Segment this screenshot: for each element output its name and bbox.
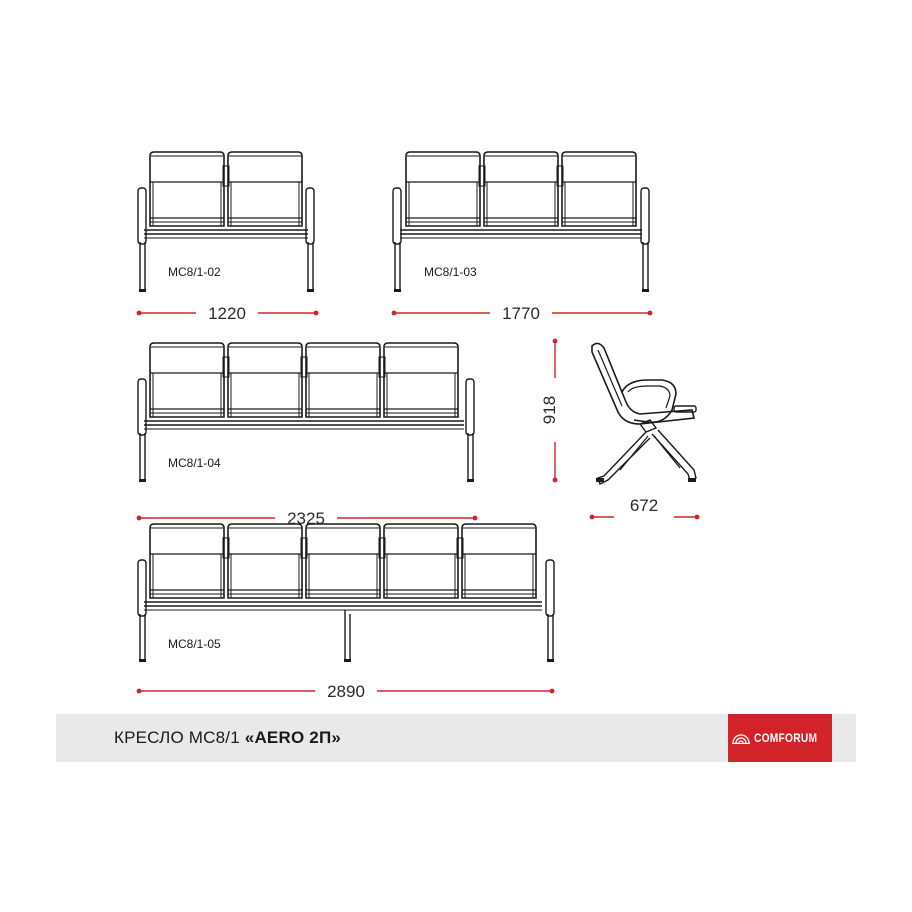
seat <box>150 343 224 417</box>
bench-mc8-1-02 <box>138 152 314 292</box>
dimension-line-672 <box>590 515 700 520</box>
seat <box>228 343 302 417</box>
seat <box>384 524 458 598</box>
seat <box>150 524 224 598</box>
seat <box>228 152 302 226</box>
seat <box>228 524 302 598</box>
dimension-2325: 2325 <box>287 509 325 528</box>
model-label-mc8-1-04: МС8/1-04 <box>168 456 221 470</box>
dimension-1770: 1770 <box>502 304 540 323</box>
logo-mark-icon <box>732 732 750 744</box>
seat <box>306 343 380 417</box>
seat <box>562 152 636 226</box>
dimension-2890: 2890 <box>327 682 365 701</box>
seat <box>150 152 224 226</box>
brand-logo <box>728 714 832 762</box>
seat <box>462 524 536 598</box>
seat <box>306 524 380 598</box>
side-view-chair <box>592 343 696 484</box>
brand-name: COMFORUM <box>753 731 818 745</box>
model-label-mc8-1-05: МС8/1-05 <box>168 637 221 651</box>
product-title-name: «AERO 2П» <box>244 728 342 747</box>
model-label-mc8-1-02: МС8/1-02 <box>168 265 221 279</box>
product-title <box>114 728 341 748</box>
product-title-prefix: КРЕСЛО МС8/1 <box>114 728 245 747</box>
seat <box>484 152 558 226</box>
dimension-1220: 1220 <box>208 304 246 323</box>
seat <box>384 343 458 417</box>
model-label-mc8-1-03: МС8/1-03 <box>424 265 477 279</box>
dimension-918: 918 <box>540 395 559 425</box>
seat <box>406 152 480 226</box>
dimension-672: 672 <box>629 496 659 515</box>
footer-bar <box>56 714 856 762</box>
